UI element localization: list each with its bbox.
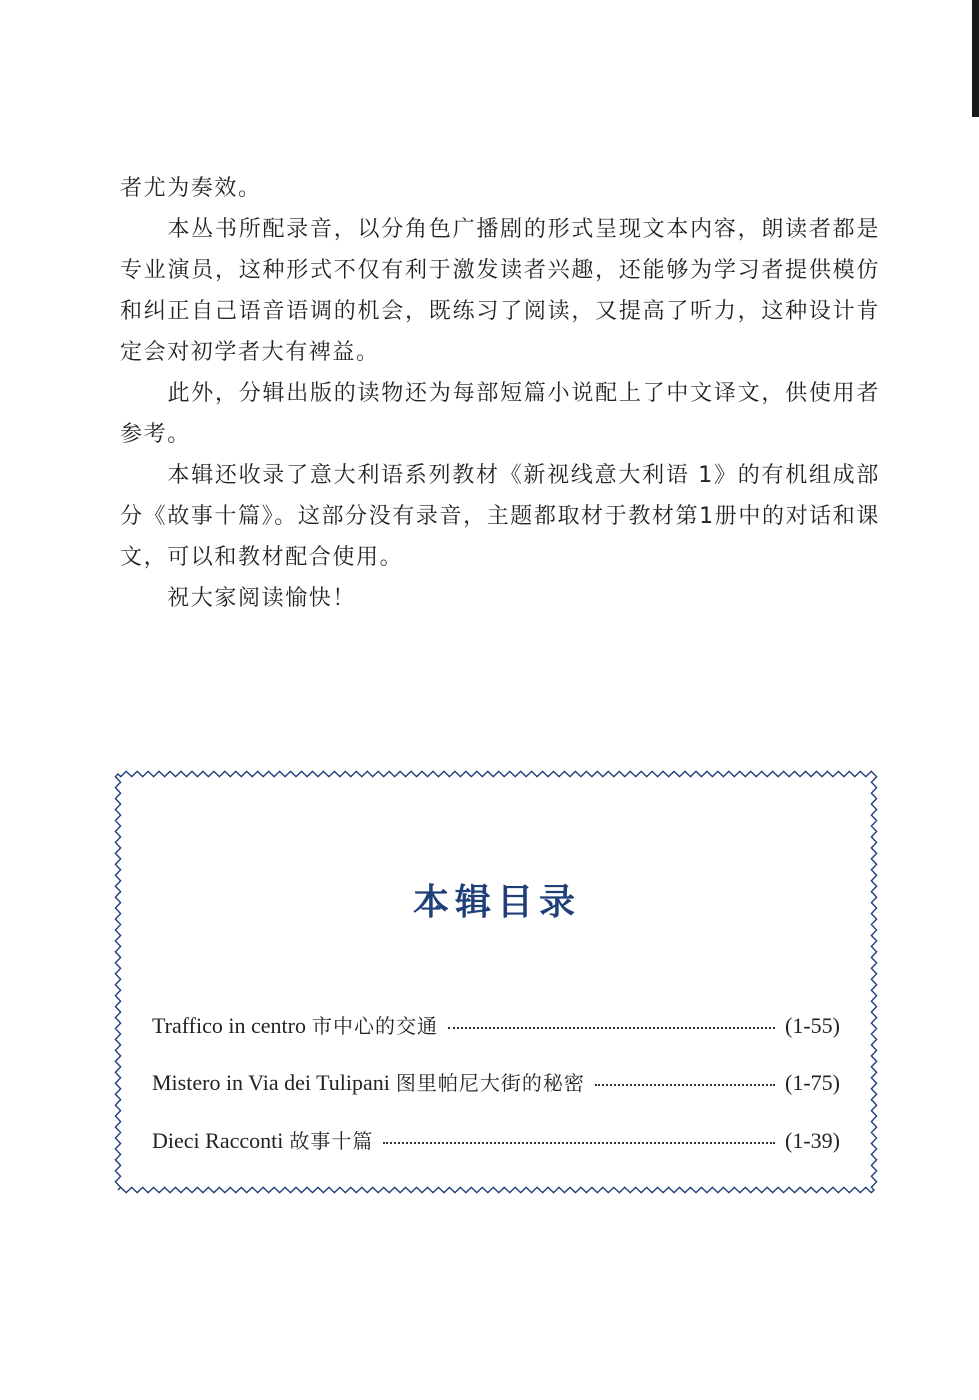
preface-paragraph: 本丛书所配录音，以分角色广播剧的形式呈现文本内容，朗读者都是专业演员，这种形式不仅有利于激发读者兴趣，还能够为学习者提供模仿和纠正自己语音语调的机会，既练习了阅读，又提高了听力，这种设计肯定会对初学者大有裨益。 xyxy=(120,217,880,365)
toc-entry-italian: Mistero in Via dei Tulipani xyxy=(152,1070,390,1095)
toc-entry-pages: (1-55) xyxy=(785,1013,840,1038)
preface-paragraph: 本辑还收录了意大利语系列教材《新视线意大利语 1》的有机组成部分《故事十篇》。这部分没有录音，主题都取材于教材第1册中的对话和课文，可以和教材配合使用。 xyxy=(120,463,880,570)
toc-entry-italian: Traffico in centro xyxy=(152,1013,306,1038)
toc-entry-italian: Dieci Racconti xyxy=(152,1128,284,1153)
toc-title: 本辑目录 xyxy=(412,882,581,923)
page-edge-tab xyxy=(972,0,979,117)
preface-paragraph: 祝大家阅读愉快！ xyxy=(120,586,357,611)
preface-paragraph: 者尤为奏效。 xyxy=(120,176,262,201)
toc-entry[interactable] xyxy=(152,1067,840,1101)
dot-leader xyxy=(448,1027,775,1029)
toc-entry-pages: (1-75) xyxy=(785,1070,840,1095)
preface-body xyxy=(120,168,880,619)
toc-entry-pages: (1-39) xyxy=(785,1128,840,1153)
toc-entry[interactable] xyxy=(152,1125,840,1159)
toc-entry-chinese: 市中心的交通 xyxy=(311,1014,438,1038)
dot-leader xyxy=(595,1084,775,1086)
preface-paragraph: 此外，分辑出版的读物还为每部短篇小说配上了中文译文，供使用者参考。 xyxy=(120,381,880,447)
toc-entry-chinese: 故事十篇 xyxy=(289,1129,374,1153)
dot-leader xyxy=(383,1142,775,1144)
toc-entry-chinese: 图里帕尼大街的秘密 xyxy=(395,1071,585,1095)
toc-entry[interactable] xyxy=(152,1010,840,1044)
